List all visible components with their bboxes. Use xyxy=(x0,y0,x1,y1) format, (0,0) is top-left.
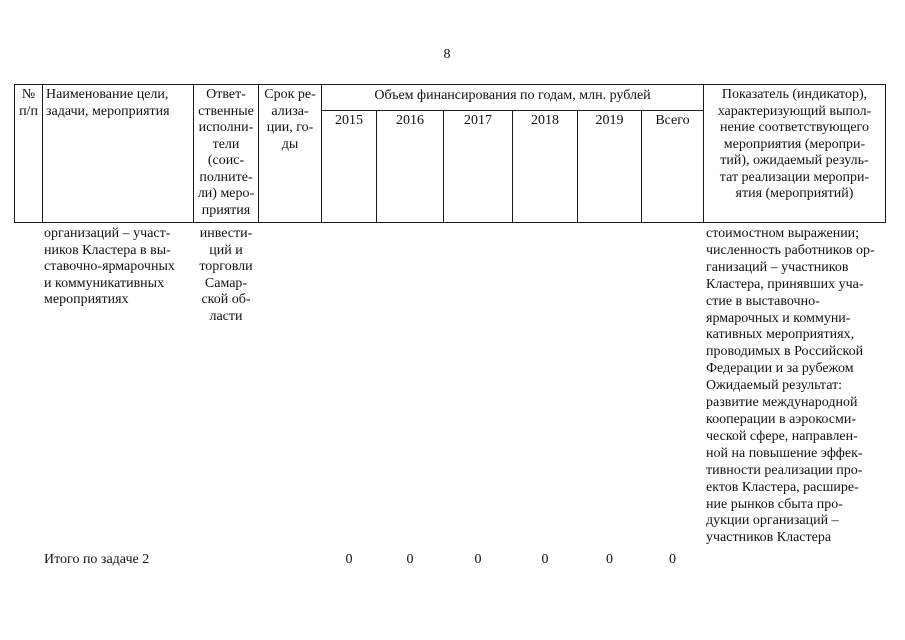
total-sum: 0 xyxy=(669,552,676,567)
header-year-2015: 2015 xyxy=(335,113,363,128)
total-label: Итого по задаче 2 xyxy=(44,552,150,567)
row-responsible: инвести- ций и торговли Самар- ской об- ласти xyxy=(199,226,253,324)
header-col-funding: Объем финансирования по годам, млн. рублей xyxy=(374,88,651,103)
total-2017: 0 xyxy=(474,552,482,567)
row-name: организаций – участ- ников Кластера в вы- ставочно-ярмарочных и коммуникативных мероприятиях xyxy=(44,226,175,307)
header-col-indicator: Показатель (индикатор), характеризующий выпол- нение соответствующего мероприятия (меропри- тий), ожидаемый резуль- тат реализации меропри- ятия (мероприятий) xyxy=(717,87,872,201)
header-col-number: № п/п xyxy=(19,87,38,119)
header-bottom-border xyxy=(14,222,886,223)
page-number: 8 xyxy=(443,47,451,62)
total-2018: 0 xyxy=(541,552,549,567)
header-col-responsible: Ответ- ственные исполни- тели (соис- полните- ли) меро- приятия xyxy=(197,87,255,218)
header-col-term: Срок ре- ализа- ции, го- ды xyxy=(264,87,316,152)
header-col-name: Наименование цели, задачи, мероприятия xyxy=(46,87,170,119)
total-2019: 0 xyxy=(606,552,613,567)
table-top-border xyxy=(14,84,886,85)
total-2016: 0 xyxy=(406,552,414,567)
header-year-2018: 2018 xyxy=(531,113,559,128)
header-year-2016: 2016 xyxy=(396,113,424,128)
total-2015: 0 xyxy=(345,552,353,567)
header-year-2017: 2017 xyxy=(464,113,492,128)
header-total: Всего xyxy=(655,113,690,128)
row-indicator: стоимостном выражении; численность работников ор- ганизаций – участников Кластера, принявших уча- стие в выставочно- ярмарочных и коммуни- кативных мероприятиях, проводимых в Российской Федерации и за рубежом Ожидаемый результат: развитие международной кооперации в аэрокосми- ческой сфере, направлен- ной на повышение эффек- тивности реализации про- ектов Кластера, расшире- ние рынков сбыта про- дукции организаций – участников Кластера xyxy=(706,226,875,546)
header-year-2019: 2019 xyxy=(595,113,624,128)
